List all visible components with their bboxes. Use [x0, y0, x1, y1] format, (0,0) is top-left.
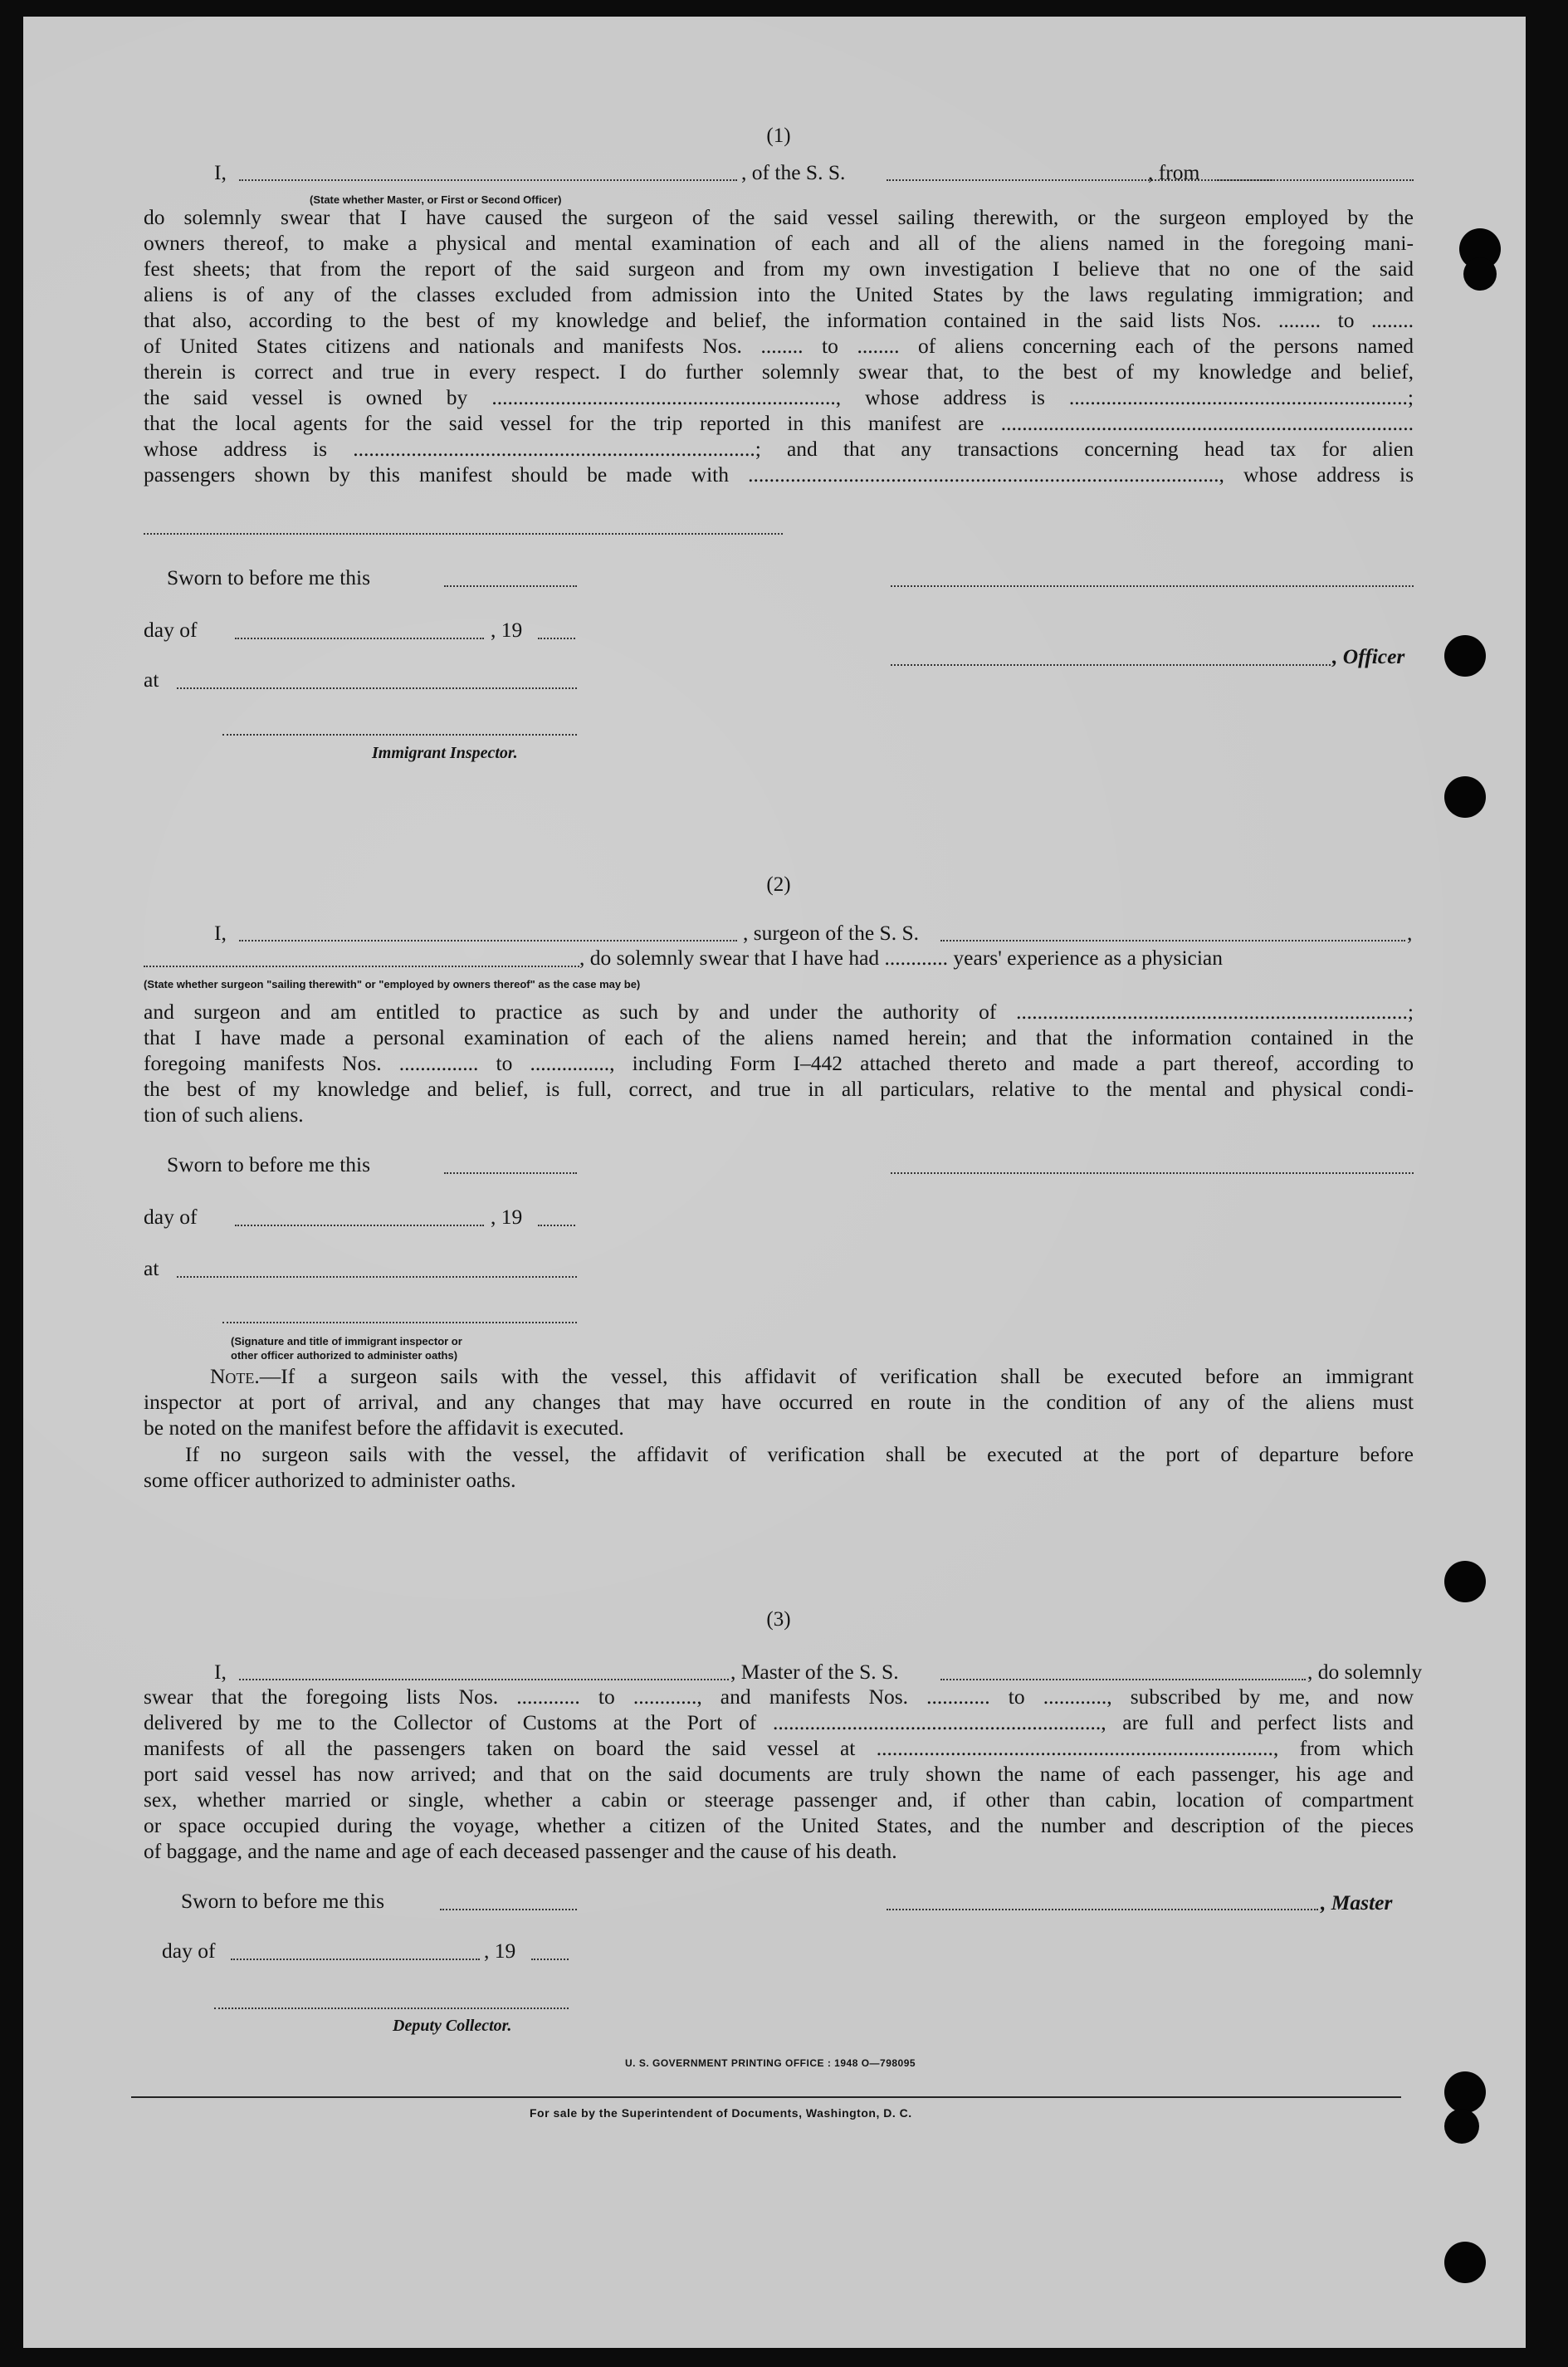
sworn-date-field[interactable]: [440, 1909, 577, 1910]
note-paragraph: [144, 1363, 1414, 1440]
body-line: the best of my knowledge and belief, is full, correct, and true in all particulars, relative to the mental and physical condi-: [144, 1077, 1414, 1101]
from-label: , from: [1148, 160, 1200, 184]
inspector-signature-line[interactable]: [222, 734, 577, 736]
signature-note-1: (Signature and title of immigrant inspector or: [231, 1335, 462, 1347]
master-signature-line[interactable]: [887, 1909, 1318, 1910]
pronoun-i: I,: [214, 1660, 227, 1684]
section-1-body: [144, 204, 1414, 487]
officer-name-field[interactable]: [239, 179, 737, 181]
master-name-field[interactable]: [239, 1679, 729, 1680]
gpo-imprint: U. S. GOVERNMENT PRINTING OFFICE : 1948 O—798095: [625, 2057, 916, 2069]
do-solemnly-label: , do solemnly: [1307, 1660, 1423, 1684]
officer-signature-line-a[interactable]: [891, 585, 1414, 587]
sale-notice: For sale by the Superintendent of Documents, Washington, D. C.: [530, 2106, 912, 2120]
year-label: , 19: [491, 618, 523, 642]
master-vessel-field[interactable]: [940, 1679, 1306, 1680]
day-of-label: day of: [144, 618, 198, 642]
body-line: that I have made a personal examination of each of the aliens named herein; and that the information contained in the: [144, 1025, 1414, 1049]
pronoun-i: I,: [214, 921, 227, 945]
day-of-field[interactable]: [231, 1959, 480, 1960]
day-of-field[interactable]: [235, 638, 484, 639]
note-label: Note.: [210, 1364, 260, 1388]
body-line: therein is correct and true in every respect. I do further solemnly swear that, to the best of my knowledge and belief,: [144, 359, 1414, 384]
body-line: do solemnly swear that I have caused the surgeon of the said vessel sailing therewith, or the surgeon employed by the: [144, 205, 1414, 229]
official-signature-line[interactable]: [222, 1322, 577, 1323]
officer-signature-line-b[interactable]: [891, 664, 1331, 666]
day-of-field[interactable]: [235, 1225, 484, 1226]
sworn-label: Sworn to before me this: [167, 565, 371, 589]
comma: ,: [1407, 921, 1413, 945]
note-line: inspector at port of arrival, and any changes that may have occurred en route in the condition of any of the aliens must: [144, 1390, 1414, 1414]
footer-rule: [131, 2096, 1401, 2098]
pronoun-i: I,: [214, 160, 227, 184]
from-port-field[interactable]: [1214, 179, 1414, 181]
section-number: (3): [766, 1608, 791, 1631]
officer-label: , Officer: [1332, 644, 1405, 668]
sworn-date-field[interactable]: [444, 1172, 577, 1174]
body-line: delivered by me to the Collector of Customs at the Port of .............................................................., are full and perfect lists and: [144, 1710, 1414, 1734]
body-line: fest sheets; that from the report of the said surgeon and from my own investigation I believe that no one of the said: [144, 257, 1414, 281]
punch-hole: [1444, 776, 1486, 818]
body-line: aliens is of any of the classes excluded from admission into the United States by the laws regulating immigration; and: [144, 282, 1414, 306]
note-line-text: If no surgeon sails with the vessel, the affidavit of verification shall be executed at the port of departure before: [185, 1442, 1414, 1466]
body-line: sex, whether married or single, whether a cabin or steerage passenger and, if other than cabin, location of compartment: [144, 1787, 1414, 1812]
body-line: manifests of all the passengers taken on board the said vessel at ..........................................................................., from which: [144, 1736, 1414, 1760]
note-line: [144, 1441, 1414, 1467]
collector-signature-line[interactable]: [214, 2008, 569, 2009]
body-line: or space occupied during the voyage, whether a citizen of the United States, and the number and description of the pieces: [144, 1813, 1414, 1837]
master-label: , Master: [1321, 1890, 1393, 1915]
surgeon-name-field[interactable]: [239, 940, 737, 941]
surgeon-of-label: , surgeon of the S. S.: [743, 921, 920, 945]
note-line: some officer authorized to administer oaths.: [144, 1468, 516, 1492]
collector-label: Deputy Collector.: [393, 2017, 512, 2035]
punch-hole: [1444, 635, 1486, 677]
day-of-label: day of: [144, 1205, 198, 1229]
body-line: of United States citizens and nationals and manifests Nos. ........ to ........ of aliens concerning each of the persons named: [144, 334, 1414, 358]
body-line: that the local agents for the said vessel for the trip reported in this manifest are ..............................................................................: [144, 411, 1414, 435]
surgeon-line-2: , do solemnly swear that I have had ............ years' experience as a physician: [579, 946, 1223, 970]
sworn-label: Sworn to before me this: [181, 1889, 385, 1913]
year-field[interactable]: [531, 1959, 569, 1960]
surgeon-note: (State whether surgeon "sailing therewith" or "employed by owners thereof" as the case may be): [144, 978, 641, 990]
year-field[interactable]: [538, 1225, 575, 1226]
body-line: owners thereof, to make a physical and mental examination of each and all of the aliens named in the foregoing mani-: [144, 231, 1414, 255]
body-line: the said vessel is owned by ................................................................., whose address is ................................................................;: [144, 385, 1414, 409]
year-field[interactable]: [538, 638, 575, 639]
surgeon-signature-line[interactable]: [891, 1172, 1414, 1174]
punch-hole: [1444, 2242, 1486, 2283]
signature-note-2: other officer authorized to administer oaths): [231, 1349, 458, 1362]
punch-hole: [1463, 257, 1497, 291]
body-line: of baggage, and the name and age of each deceased passenger and the cause of his death.: [144, 1839, 897, 1863]
section-3-body: [144, 1684, 1414, 1864]
note2-paragraph: [144, 1441, 1414, 1493]
body-line: that also, according to the best of my knowledge and belief, the information contained in the said lists Nos. ........ to ........: [144, 308, 1414, 332]
section-number: (1): [766, 125, 791, 147]
body-line: port said vessel has now arrived; and that on the said documents are truly shown the name of each passenger, his age and: [144, 1762, 1414, 1786]
sworn-date-field[interactable]: [444, 585, 577, 587]
note-line-text: —If a surgeon sails with the vessel, this affidavit of verification shall be executed before an immigrant: [259, 1364, 1414, 1388]
year-label: , 19: [491, 1205, 523, 1229]
body-line: foregoing manifests Nos. ............... to ..............., including Form I–442 attached thereto and made a part thereof, according to: [144, 1051, 1414, 1075]
surgeon-vessel-field[interactable]: [940, 940, 1405, 941]
body-line: whose address is ............................................................................; and that any transactions concerning head tax for alien: [144, 437, 1414, 461]
at-label: at: [144, 1256, 159, 1280]
body-line: swear that the foregoing lists Nos. ............ to ............, and manifests Nos. ............ to ............, subscribed by me, and now: [144, 1685, 1414, 1709]
manifest-form-page: [23, 17, 1526, 2348]
address-continuation-field[interactable]: [144, 533, 783, 535]
at-field[interactable]: [177, 687, 577, 689]
master-of-label: , Master of the S. S.: [730, 1660, 899, 1684]
note-line: [144, 1363, 1414, 1389]
surgeon-name-field-2[interactable]: [144, 966, 579, 967]
day-of-label: day of: [162, 1939, 216, 1963]
at-field[interactable]: [177, 1276, 577, 1278]
note-line: be noted on the manifest before the affidavit is executed.: [144, 1416, 624, 1440]
punch-hole: [1444, 2109, 1479, 2144]
section-2-body: [144, 999, 1414, 1127]
punch-hole: [1444, 1561, 1486, 1602]
body-line: passengers shown by this manifest should be made with ........................................................................................., whose address is: [144, 462, 1414, 487]
officer-note: (State whether Master, or First or Second Officer): [310, 193, 562, 206]
body-line: tion of such aliens.: [144, 1103, 304, 1127]
sworn-label: Sworn to before me this: [167, 1152, 371, 1176]
year-label: , 19: [484, 1939, 516, 1963]
punch-hole: [1444, 2071, 1486, 2113]
inspector-label: Immigrant Inspector.: [372, 744, 518, 762]
section-number: (2): [766, 873, 791, 896]
of-the-ss-label: , of the S. S.: [741, 160, 846, 184]
body-line: and surgeon and am entitled to practice as such by and under the authority of ..........................................................................;: [144, 1000, 1414, 1024]
at-label: at: [144, 668, 159, 692]
